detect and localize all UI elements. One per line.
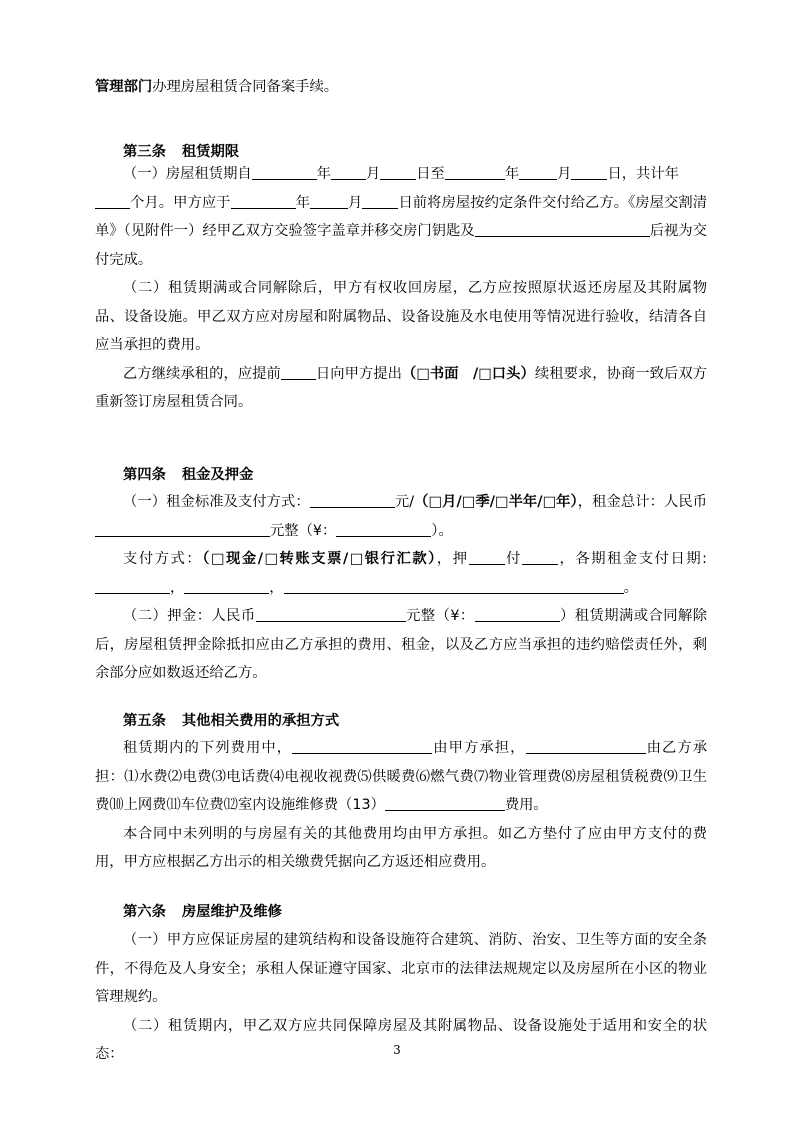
blank-field[interactable] [445,165,505,180]
blank-field[interactable] [571,165,607,180]
blank-field[interactable] [252,165,317,180]
article-3-heading [123,142,239,162]
blank-field[interactable] [519,165,557,180]
intro-line [95,73,707,102]
notice-form-options[interactable]: （□书面 /□口头） [402,365,535,382]
article-5-clause-2: 本合同中未列明的与房屋有关的其他费用均由甲方承担。如乙方垫付了应由甲方支付的费用，甲方应根据乙方出示的相关缴费凭据向乙方返还相应费用。 [95,825,707,870]
article-6-title: 房屋维护及维修 [181,904,282,920]
blank-field[interactable] [475,222,650,237]
article-4-clause-2: （二）押金：人民币 元整（¥： ）租赁期满或合同解除后，房屋租赁押金除抵扣应由乙方承担的费用、租金，以及乙方应当承担的违约赔偿责任外，剩余部分应如数返还给乙方。 [95,608,708,681]
blank-field[interactable] [380,165,416,180]
blank-field[interactable] [95,193,130,208]
article-6-clause-2: （二）租赁期内，甲乙双方应共同保障房屋及其附属物品、设备设施处于适用和安全的状态： [95,1017,707,1062]
article-3-title: 租赁期限 [181,144,240,160]
article-5-clause-1: 租赁期内的下列费用中， 由甲方承担， 由乙方承担：⑴水费⑵电费⑶电话费⑷电视收视费⑸供暖费⑹燃气费⑺物业管理费⑻房屋租赁税费⑼卫生费⑽上网费⑾车位费⑿室内设施维修费（13） 费用。 [95,740,708,813]
article-3-clause-3: 乙方继续承租的，应提前 日向甲方提出（□书面 /□口头）续租要求，协商一致后双方重新签订房屋租赁合同。 [95,365,708,410]
blank-field[interactable] [526,739,646,754]
blank-field[interactable] [256,607,406,622]
blank-field[interactable] [336,521,431,536]
article-4-heading [123,465,253,485]
blank-field[interactable] [310,493,395,508]
article-3-number: 第三条 [123,144,166,160]
intro-text: 办理房屋租赁合同备案手续。 [152,79,339,95]
page-number: 3 [393,1043,401,1057]
article-5-heading [123,711,339,731]
blank-field[interactable] [385,796,505,811]
blank-field[interactable] [95,578,170,593]
blank-field[interactable] [281,364,316,379]
article-4-clause-1: （一）租金标准及支付方式： 元/（□月/□季/□半年/□年），租金总计：人民币元整（¥： ）。 [95,488,707,545]
article-6-clause-1: （一）甲方应保证房屋的建筑结构和设备设施符合建筑、消防、治安、卫生等方面的安全条件，不得危及人身安全；承租人保证遵守国家、北京市的法律法规规定以及房屋所在小区的物业管理规约。 [95,932,707,1005]
blank-field[interactable] [184,578,269,593]
blank-field[interactable] [292,739,432,754]
blank-field[interactable] [331,165,366,180]
blank-field[interactable] [284,578,624,593]
article-4-number: 第四条 [123,467,166,483]
article-5-title: 其他相关费用的承担方式 [181,713,340,729]
article-3-clause-2: （二）租赁期满或合同解除后，甲方有权收回房屋，乙方应按照原状返还房屋及其附属物品、设备设施。甲乙双方应对房屋和附属物品、设备设施及水电使用等情况进行验收，结清各自应当承担的费用。 [95,280,707,353]
blank-field[interactable] [362,193,398,208]
blank-field[interactable] [231,193,296,208]
blank-field[interactable] [469,550,505,565]
article-5-body [95,734,707,877]
article-5-number: 第五条 [123,713,166,729]
article-4-body [95,488,707,688]
payment-method-options[interactable]: （□现金/□转账支票/□银行汇款） [202,551,437,567]
blank-field[interactable] [475,607,560,622]
article-4-title: 租金及押金 [181,467,254,483]
article-6-heading [123,902,282,922]
article-3-body [95,160,707,417]
article-6-number: 第六条 [123,904,166,920]
intro-bold-text: 管理部门 [95,79,153,95]
rent-period-options[interactable]: （□月/□季/□半年/□年） [414,494,578,510]
blank-field[interactable] [310,193,348,208]
article-4-payment-method: 支付方式：（□现金/□转账支票/□银行汇款），押 付 ，各期租金支付日期:， ， 。 [95,545,707,602]
blank-field[interactable] [95,521,270,536]
article-3-clause-1: （一）房屋租赁期自 年 月 日至 年 月 日，共计年 个月。甲方应于 年 月 日前将房屋按约定条件交付给乙方。《房屋交割清单》（见附件一）经甲乙双方交验签字盖章并移交房门钥匙及 后视为交付完成。 [95,166,708,268]
blank-field[interactable] [522,550,558,565]
